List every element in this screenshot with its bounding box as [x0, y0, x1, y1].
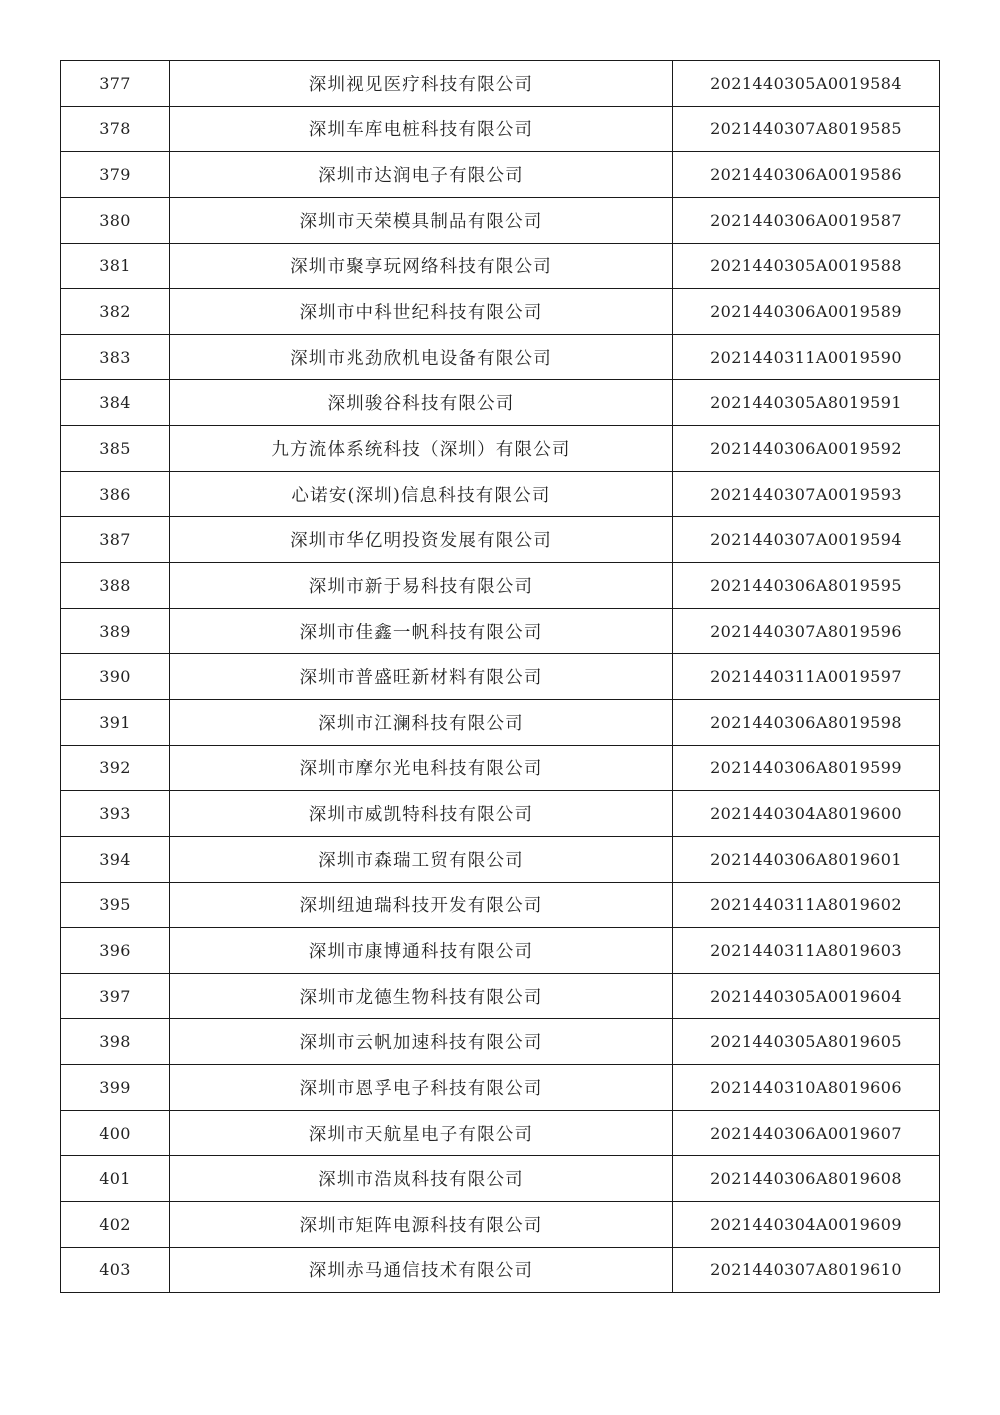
table-row	[61, 836, 940, 882]
table-row	[61, 928, 940, 974]
row-number: 384	[61, 380, 170, 426]
table-row	[61, 152, 940, 198]
row-number: 381	[61, 243, 170, 289]
company-name: 深圳视见医疗科技有限公司	[170, 61, 673, 107]
registration-code: 2021440305A8019605	[673, 1019, 940, 1065]
row-number: 394	[61, 836, 170, 882]
row-number: 397	[61, 973, 170, 1019]
company-name: 深圳市康博通科技有限公司	[170, 928, 673, 974]
registration-code: 2021440305A0019588	[673, 243, 940, 289]
company-name: 深圳市矩阵电源科技有限公司	[170, 1202, 673, 1248]
table-row	[61, 973, 940, 1019]
registration-code: 2021440307A0019594	[673, 517, 940, 563]
row-number: 380	[61, 197, 170, 243]
table-row	[61, 1019, 940, 1065]
company-name: 深圳市江澜科技有限公司	[170, 699, 673, 745]
table-body	[61, 61, 940, 1293]
table-row	[61, 517, 940, 563]
table-row	[61, 563, 940, 609]
registration-code: 2021440304A8019600	[673, 791, 940, 837]
table-row	[61, 334, 940, 380]
row-number: 403	[61, 1247, 170, 1293]
row-number: 387	[61, 517, 170, 563]
table-row	[61, 471, 940, 517]
company-name: 深圳市威凯特科技有限公司	[170, 791, 673, 837]
table-row	[61, 1156, 940, 1202]
row-number: 378	[61, 106, 170, 152]
table-row	[61, 243, 940, 289]
registration-code: 2021440306A8019595	[673, 563, 940, 609]
company-name: 深圳市普盛旺新材料有限公司	[170, 654, 673, 700]
row-number: 401	[61, 1156, 170, 1202]
registration-code: 2021440306A8019598	[673, 699, 940, 745]
company-name: 深圳赤马通信技术有限公司	[170, 1247, 673, 1293]
registration-code: 2021440306A0019589	[673, 289, 940, 335]
row-number: 402	[61, 1202, 170, 1248]
row-number: 386	[61, 471, 170, 517]
registration-code: 2021440306A8019608	[673, 1156, 940, 1202]
table-row	[61, 654, 940, 700]
registration-code: 2021440311A0019597	[673, 654, 940, 700]
registration-code: 2021440305A0019604	[673, 973, 940, 1019]
registration-code: 2021440311A8019602	[673, 882, 940, 928]
registration-code: 2021440306A8019599	[673, 745, 940, 791]
row-number: 399	[61, 1065, 170, 1111]
row-number: 392	[61, 745, 170, 791]
company-name: 深圳市佳鑫一帆科技有限公司	[170, 608, 673, 654]
company-name: 深圳市摩尔光电科技有限公司	[170, 745, 673, 791]
registration-code: 2021440307A8019596	[673, 608, 940, 654]
registration-code: 2021440306A0019592	[673, 426, 940, 472]
row-number: 385	[61, 426, 170, 472]
company-name: 深圳市恩孚电子科技有限公司	[170, 1065, 673, 1111]
registration-code: 2021440307A8019585	[673, 106, 940, 152]
company-name: 深圳市天荣模具制品有限公司	[170, 197, 673, 243]
row-number: 383	[61, 334, 170, 380]
table-row	[61, 61, 940, 107]
company-name: 深圳市中科世纪科技有限公司	[170, 289, 673, 335]
registration-code: 2021440306A0019586	[673, 152, 940, 198]
registration-code: 2021440306A0019587	[673, 197, 940, 243]
registration-code: 2021440306A0019607	[673, 1110, 940, 1156]
row-number: 389	[61, 608, 170, 654]
registration-code: 2021440307A0019593	[673, 471, 940, 517]
table-row	[61, 1110, 940, 1156]
table-row	[61, 426, 940, 472]
table-row	[61, 106, 940, 152]
registration-code: 2021440305A8019591	[673, 380, 940, 426]
row-number: 390	[61, 654, 170, 700]
table-row	[61, 699, 940, 745]
company-name: 深圳市森瑞工贸有限公司	[170, 836, 673, 882]
table-row	[61, 197, 940, 243]
company-name: 深圳车库电桩科技有限公司	[170, 106, 673, 152]
row-number: 382	[61, 289, 170, 335]
company-name: 深圳市龙德生物科技有限公司	[170, 973, 673, 1019]
row-number: 396	[61, 928, 170, 974]
company-name: 深圳市天航星电子有限公司	[170, 1110, 673, 1156]
company-name: 深圳市新于易科技有限公司	[170, 563, 673, 609]
company-name: 心诺安(深圳)信息科技有限公司	[170, 471, 673, 517]
company-name: 深圳市兆劲欣机电设备有限公司	[170, 334, 673, 380]
row-number: 393	[61, 791, 170, 837]
row-number: 379	[61, 152, 170, 198]
registration-code: 2021440306A8019601	[673, 836, 940, 882]
company-name: 深圳骏谷科技有限公司	[170, 380, 673, 426]
table-row	[61, 608, 940, 654]
company-name: 深圳市达润电子有限公司	[170, 152, 673, 198]
row-number: 395	[61, 882, 170, 928]
company-name: 深圳市浩岚科技有限公司	[170, 1156, 673, 1202]
table-row	[61, 882, 940, 928]
company-name: 深圳纽迪瑞科技开发有限公司	[170, 882, 673, 928]
registration-code: 2021440307A8019610	[673, 1247, 940, 1293]
row-number: 388	[61, 563, 170, 609]
company-table-container	[60, 60, 939, 1293]
registration-code: 2021440304A0019609	[673, 1202, 940, 1248]
company-name: 深圳市聚享玩网络科技有限公司	[170, 243, 673, 289]
company-name: 九方流体系统科技（深圳）有限公司	[170, 426, 673, 472]
company-name: 深圳市华亿明投资发展有限公司	[170, 517, 673, 563]
table-row	[61, 289, 940, 335]
table-row	[61, 745, 940, 791]
table-row	[61, 1202, 940, 1248]
table-row	[61, 1247, 940, 1293]
table-row	[61, 791, 940, 837]
registration-code: 2021440310A8019606	[673, 1065, 940, 1111]
table-row	[61, 1065, 940, 1111]
company-name: 深圳市云帆加速科技有限公司	[170, 1019, 673, 1065]
registration-code: 2021440311A0019590	[673, 334, 940, 380]
row-number: 391	[61, 699, 170, 745]
table-row	[61, 380, 940, 426]
registration-code: 2021440311A8019603	[673, 928, 940, 974]
row-number: 398	[61, 1019, 170, 1065]
registration-code: 2021440305A0019584	[673, 61, 940, 107]
row-number: 400	[61, 1110, 170, 1156]
company-registration-table	[60, 60, 940, 1293]
row-number: 377	[61, 61, 170, 107]
